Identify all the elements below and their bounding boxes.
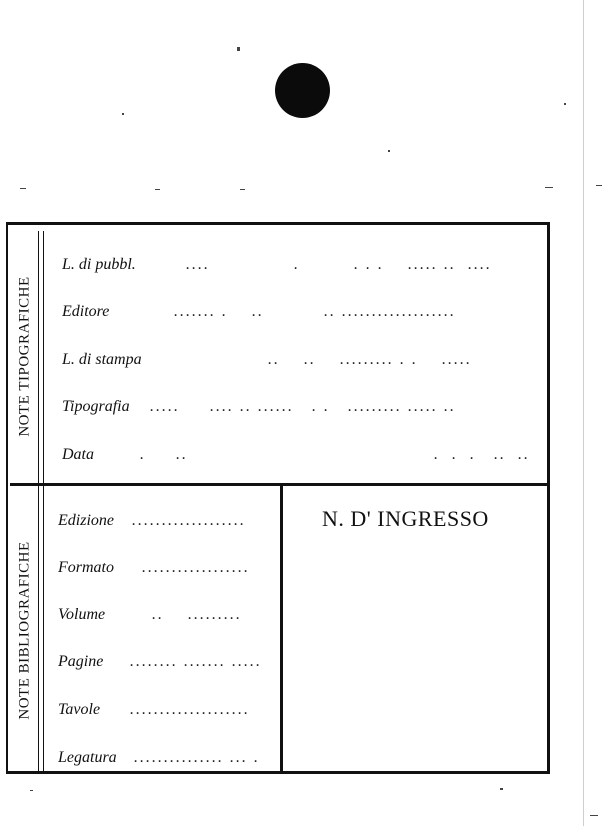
field-label: Volume: [58, 606, 106, 623]
field-legatura[interactable]: [58, 749, 274, 771]
speck: [388, 150, 390, 152]
side-label-tipografiche: NOTE TIPOGRAFICHE: [16, 275, 33, 437]
dotted-line: ........ ....... .....: [130, 653, 262, 670]
field-label: Edizione: [58, 512, 114, 529]
field-volume[interactable]: [58, 606, 274, 628]
dotted-line: ...................: [132, 512, 246, 529]
dotted-line: ..................: [142, 559, 250, 576]
field-luogo-pubblicazione[interactable]: [62, 256, 532, 278]
field-tavole[interactable]: [58, 701, 274, 723]
page-edge-line: [583, 0, 584, 826]
speck: [564, 103, 566, 105]
dotted-line: .. .. ......... . . .....: [268, 351, 472, 368]
speck: [500, 788, 503, 790]
field-label: Tipografia: [62, 398, 130, 415]
punch-hole: [275, 63, 330, 118]
field-label: Pagine: [58, 653, 104, 670]
field-data[interactable]: [62, 446, 532, 468]
dotted-line: ....... . .. .. ...................: [174, 303, 456, 320]
speck: [30, 790, 33, 791]
field-label: Editore: [62, 303, 110, 320]
label-column-divider: [43, 231, 44, 771]
field-label: L. di pubbl.: [62, 256, 136, 273]
speck: [155, 189, 160, 190]
dotted-line: ....................: [130, 701, 250, 718]
field-tipografia[interactable]: [62, 398, 532, 420]
ingresso-divider: [280, 486, 283, 771]
field-edizione[interactable]: [58, 512, 274, 534]
speck: [237, 47, 240, 51]
dotted-line: . .. . . . .. ..: [140, 446, 530, 463]
speck: [20, 188, 26, 189]
field-label: L. di stampa: [62, 351, 142, 368]
speck: [596, 185, 602, 186]
numero-ingresso-heading: N. D' INGRESSO: [322, 506, 489, 531]
side-label-bibliografiche: NOTE BIBLIOGRAFICHE: [16, 540, 33, 720]
speck: [122, 113, 124, 115]
dotted-line: .... . . . . ..... .. ....: [186, 256, 492, 273]
speck: [545, 187, 553, 188]
field-editore[interactable]: [62, 303, 532, 325]
field-label: Tavole: [58, 701, 101, 718]
dotted-line: ..... .... .. ...... . . ......... ..... ..: [150, 398, 456, 415]
field-label: Formato: [58, 559, 114, 576]
field-luogo-stampa[interactable]: [62, 351, 532, 373]
field-label: Legatura: [58, 749, 117, 766]
speck: [240, 189, 245, 190]
field-formato[interactable]: [58, 559, 274, 581]
field-pagine[interactable]: [58, 653, 274, 675]
field-label: Data: [62, 446, 94, 463]
section-divider: [10, 483, 548, 486]
dotted-line: .. .........: [152, 606, 242, 623]
dotted-line: ............... ... .: [134, 749, 260, 766]
speck: [590, 815, 598, 816]
